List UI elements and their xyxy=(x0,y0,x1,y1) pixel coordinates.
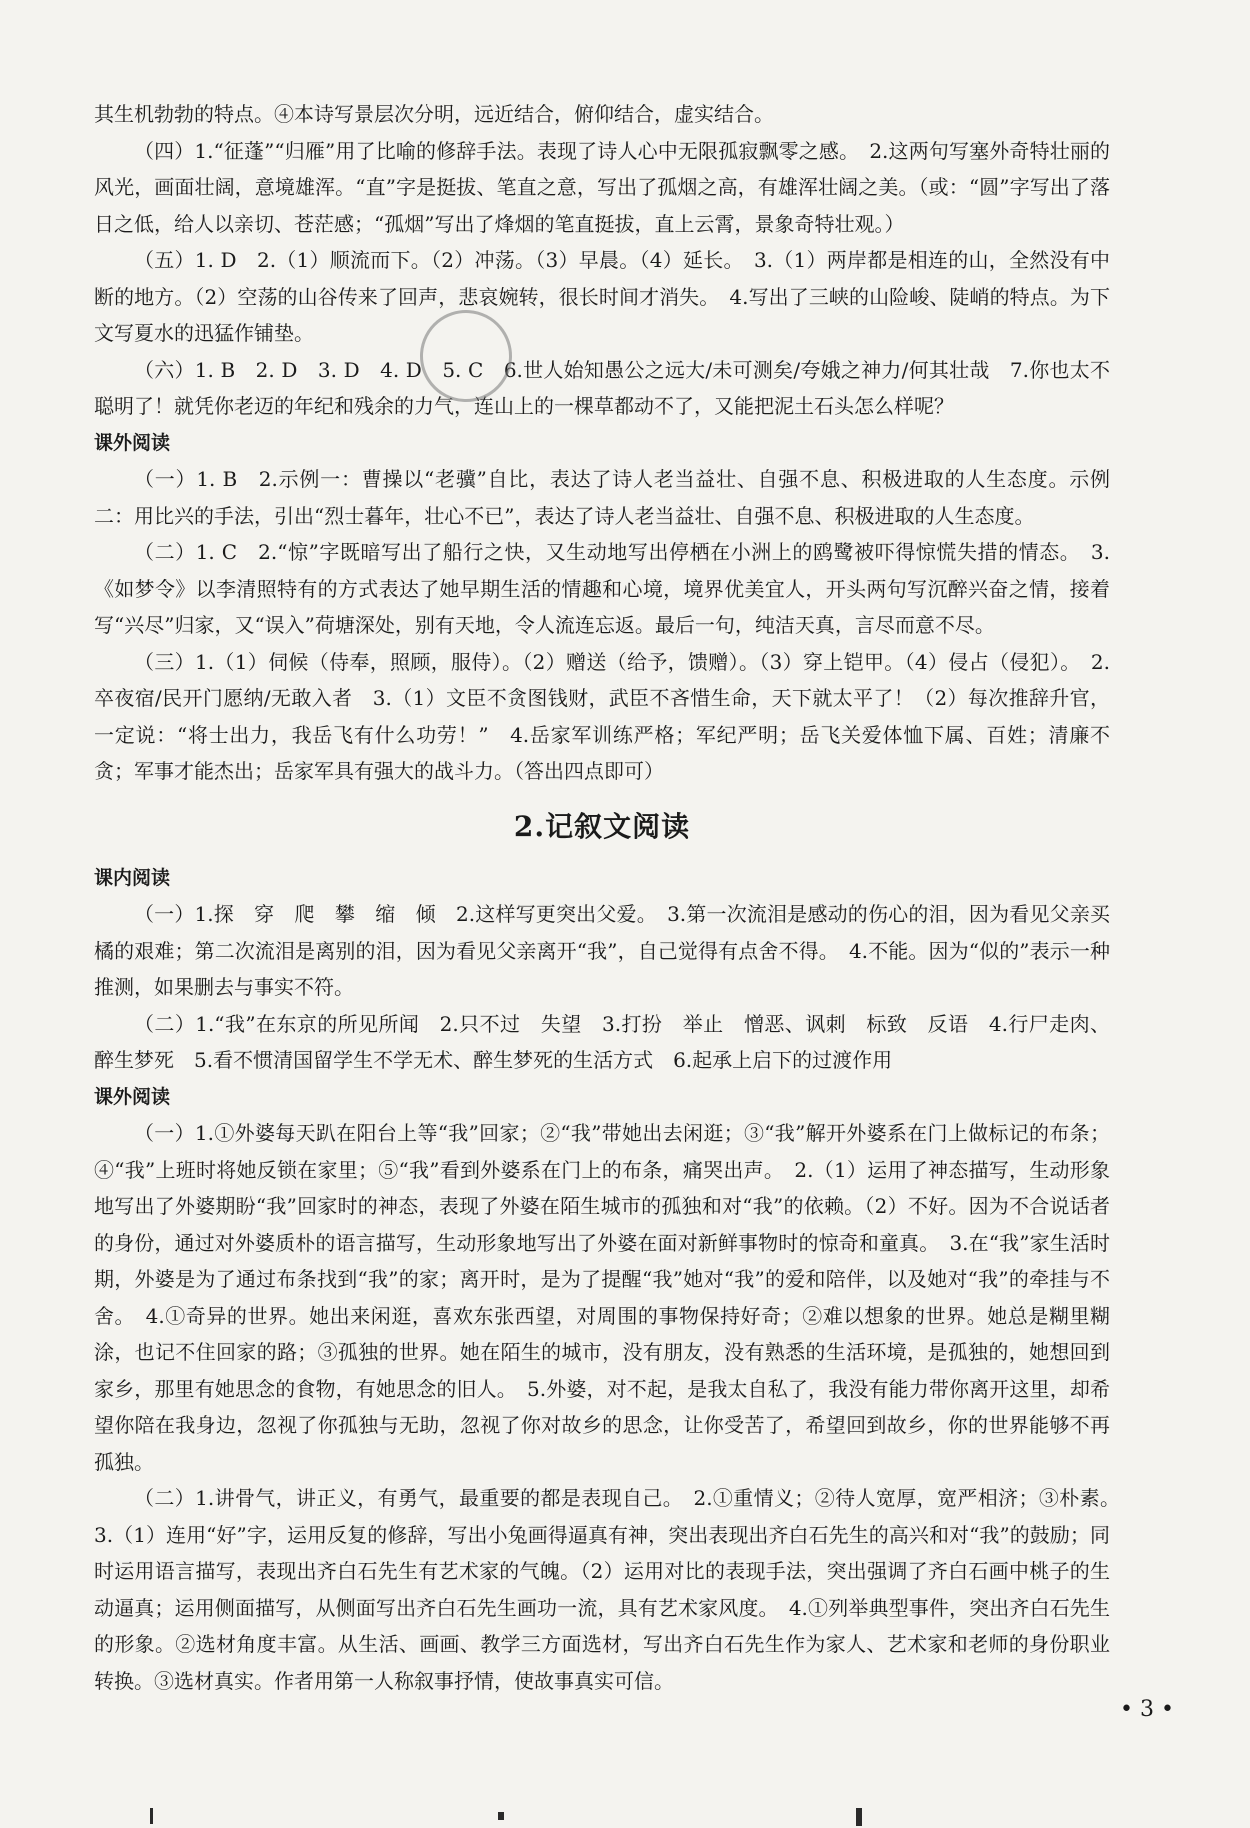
scan-mark-center xyxy=(498,1812,504,1820)
paragraph-si: （四）1.“征蓬”“归雁”用了比喻的修辞手法。表现了诗人心中无限孤寂飘零之感。 2.这两句写塞外奇特壮丽的风光，画面壮阔，意境雄浑。“直”字是挺拔、笔直之意，写出了孤烟之高，有雄浑壮阔之美。（或：“圆”字写出了落日之低，给人以亲切、苍茫感；“孤烟”写出了烽烟的笔直挺拔，直上云霄，景象奇特壮观。） xyxy=(94,138,1110,236)
section-heading: 2.记叙文阅读 xyxy=(513,809,691,843)
paragraph-wu: （五）1. D 2.（1）顺流而下。（2）冲荡。（3）早晨。（4）延长。 3.（1）两岸都是相连的山，全然没有中断的地方。（2）空荡的山谷传来了回声，悲哀婉转，很长时间才消失。 4.写出了三峡的山险峻、陡峭的特点。为下文写夏水的迅猛作铺垫。 xyxy=(94,248,1110,345)
paragraph-continuation: 其生机勃勃的特点。④本诗写景层次分明，远近结合，俯仰结合，虚实结合。 xyxy=(94,102,774,126)
section-label-kewai-2: 课外阅读 xyxy=(94,1085,171,1108)
paragraph-kenei-1: （一）1.探 穿 爬 攀 缩 倾 2.这样写更突出父爱。 3.第一次流泪是感动的伤心的泪，因为看见父亲买橘的艰难；第二次流泪是离别的泪，因为看见父亲离开“我”，自己觉得有点舍不得。 4.不能。因为“似的”表示一种推测，如果删去与事实不符。 xyxy=(94,902,1110,999)
paragraph-kewai-1: （一）1. B 2.示例一：曹操以“老骥”自比，表达了诗人老当益壮、自强不息、积极进取的人生态度。示例二：用比兴的手法，引出“烈士暮年，壮心不已”，表达了诗人老当益壮、自强不息、积极进取的人生态度。 xyxy=(94,467,1110,528)
page-number: • 3 • xyxy=(1120,1697,1174,1722)
section-label-kewai: 课外阅读 xyxy=(94,431,171,454)
paragraph-kewai-3: （三）1.（1）伺候（侍奉，照顾，服侍）。（2）赠送（给予，馈赠）。（3）穿上铠甲。（4）侵占（侵犯）。 2.卒夜宿/民开门愿纳/无敢入者 3.（1）文臣不贪图钱财，武臣不吝惜生命，天下就太平了！（2）每次推辞升官，一定说：“将士出力，我岳飞有什么功劳！” 4.岳家军训练严格；军纪严明；岳飞关爱体恤下属、百姓；清廉不贪；军事才能杰出；岳家军具有强大的战斗力。（答出四点即可） xyxy=(94,649,1110,783)
scan-mark-right xyxy=(856,1808,862,1826)
section-label-kenei: 课内阅读 xyxy=(94,866,171,889)
paragraph-kewai2-1: （一）1.①外婆每天趴在阳台上等“我”回家；②“我”带她出去闲逛；③“我”解开外婆系在门上做标记的布条；④“我”上班时将她反锁在家里；⑤“我”看到外婆系在门上的布条，痛哭出声。 2.（1）运用了神态描写，生动形象地写出了外婆期盼“我”回家时的神态，表现了外婆在陌生城市的孤独和对“我”的依赖。（2）不好。因为不合说话者的身份，通过对外婆质朴的语言描写，生动形象地写出了外婆在面对新鲜事物时的惊奇和童真。 3.在“我”家生活时期，外婆是为了通过布条找到“我”的家；离开时，是为了提醒“我”她对“我”的爱和陪伴，以及她对“我”的牵挂与不舍。 4.①奇异的世界。她出来闲逛，喜欢东张西望，对周围的事物保持好奇；②难以想象的世界。她总是糊里糊涂，也记不住回家的路；③孤独的世界。她在陌生的城市，没有朋友，没有熟悉的生活环境，是孤独的，她想回到家乡，那里有她思念的食物，有她思念的旧人。 5.外婆，对不起，是我太自私了，我没有能力带你离开这里，却希望你陪在我身边，忽视了你孤独与无助，忽视了你对故乡的思念，让你受苦了，希望回到故乡，你的世界能够不再孤独。 xyxy=(94,1121,1110,1474)
scan-mark-left xyxy=(150,1808,153,1824)
paragraph-liu: （六）1. B 2. D 3. D 4. D 5. C 6.世人始知愚公之远大/未可测矣/夸娥之神力/何其壮哉 7.你也太不聪明了！就凭你老迈的年纪和残余的力气，连山上的一棵草都动不了，又能把泥土石头怎么样呢？ xyxy=(94,357,1110,418)
paragraph-kewai-2: （二）1. C 2.“惊”字既暗写出了船行之快，又生动地写出停栖在小洲上的鸥鹭被吓得惊慌失措的情态。 3.《如梦令》以李清照特有的方式表达了她早期生活的情趣和心境，境界优美宜人，开头两句写沉醉兴奋之情，接着写“兴尽”归家，又“误入”荷塘深处，别有天地，令人流连忘返。最后一句，纯洁天真，言尽而意不尽。 xyxy=(94,540,1110,637)
paragraph-kewai2-2: （二）1.讲骨气，讲正义，有勇气，最重要的都是表现自己。 2.①重情义；②待人宽厚，宽严相济；③朴素。 3.（1）连用“好”字，运用反复的修辞，写出小兔画得逼真有神，突出表现出齐白石先生的高兴和对“我”的鼓励；同时运用语言描写，表现出齐白石先生有艺术家的气魄。（2）运用对比的表现手法，突出强调了齐白石画中桃子的生动逼真；运用侧面描写，从侧面写出齐白石先生画功一流，具有艺术家风度。 4.①列举典型事件，突出齐白石先生的形象。②选材角度丰富。从生活、画画、教学三方面选材，写出齐白石先生作为家人、艺术家和老师的身份职业转换。③选材真实。作者用第一人称叙事抒情，使故事真实可信。 xyxy=(94,1486,1130,1693)
paragraph-kenei-2: （二）1.“我”在东京的所见所闻 2.只不过 失望 3.打扮 举止 憎恶、讽刺 标致 反语 4.行尸走肉、醉生梦死 5.看不惯清国留学生不学无术、醉生梦死的生活方式 6.起承上启下的过渡作用 xyxy=(94,1011,1110,1072)
